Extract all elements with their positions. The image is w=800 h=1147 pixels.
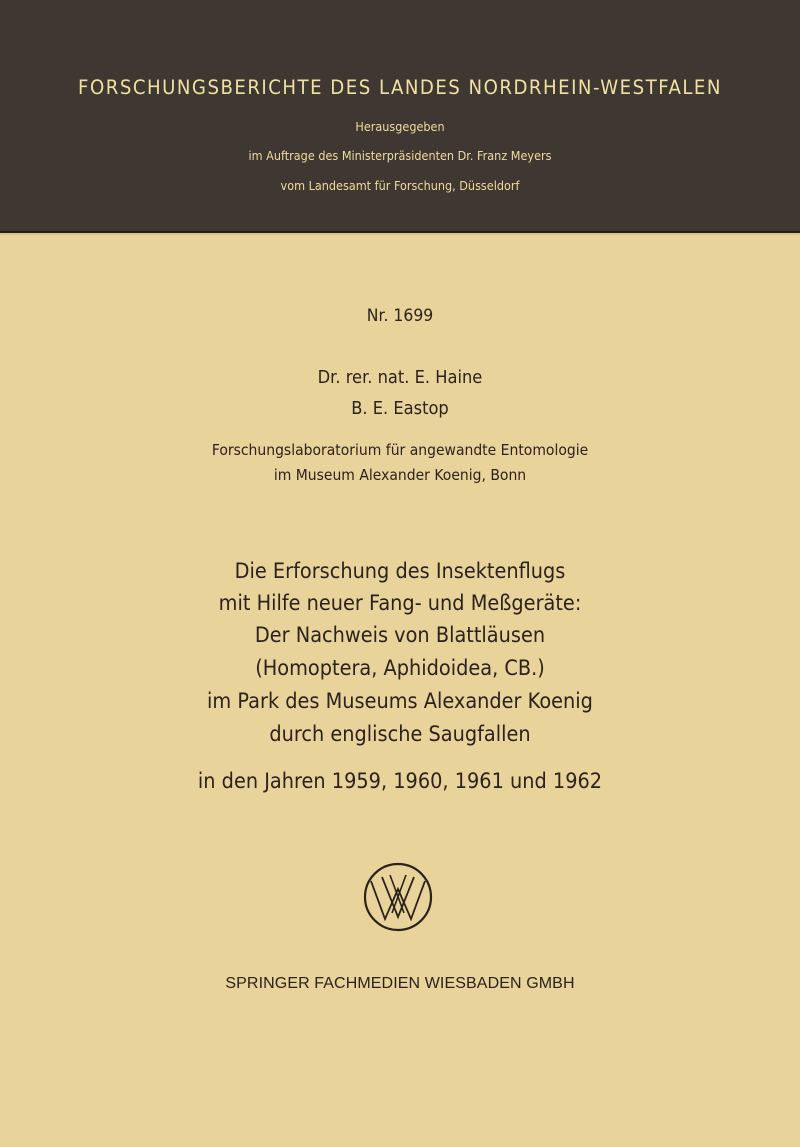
title-line: durch englische Saugfallen — [269, 722, 531, 746]
title-line: (Homoptera, Aphidoidea, CB.) — [255, 656, 545, 680]
issue-number: Nr. 1699 — [366, 306, 434, 326]
title-line: im Park des Museums Alexander Koenig — [207, 689, 593, 713]
editor-label: Herausgegeben — [355, 119, 445, 134]
header-band — [0, 0, 800, 233]
title-line: Der Nachweis von Blattläusen — [254, 623, 546, 647]
publisher-name: SPRINGER FACHMEDIEN WIESBADEN GMBH — [225, 975, 575, 992]
title-line: in den Jahren 1959, 1960, 1961 und 1962 — [197, 769, 603, 793]
title-line: Die Erforschung des Insektenflugs — [234, 559, 566, 583]
commission-line: im Auftrage des Ministerpräsidenten Dr. Franz Meyers — [248, 148, 552, 163]
publisher-logo-icon — [362, 861, 434, 933]
series-title: FORSCHUNGSBERICHTE DES LANDES NORDRHEIN-WESTFALEN — [78, 76, 722, 99]
affiliation-line-1: Forschungslaboratorium für angewandte Entomologie — [211, 441, 589, 459]
affiliation-line-2: im Museum Alexander Koenig, Bonn — [273, 466, 527, 484]
office-line: vom Landesamt für Forschung, Düsseldorf — [280, 178, 520, 193]
author-2: B. E. Eastop — [351, 399, 449, 419]
title-line: mit Hilfe neuer Fang- und Meßgeräte: — [218, 591, 582, 615]
author-1: Dr. rer. nat. E. Haine — [317, 368, 483, 388]
